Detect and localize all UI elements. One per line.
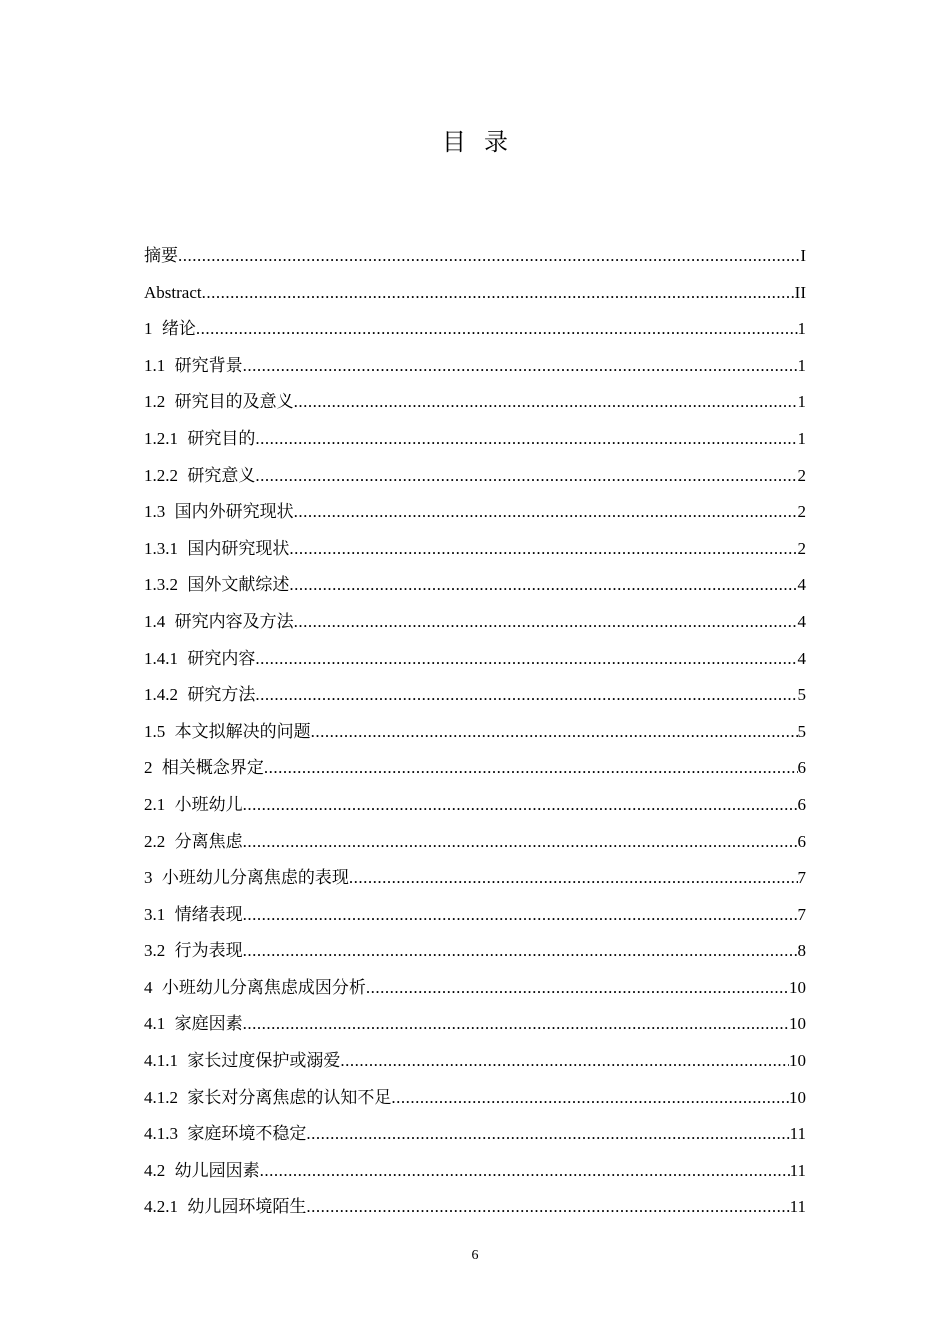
toc-dot-leader: [289, 531, 797, 568]
toc-entry-page: 10: [789, 1051, 806, 1071]
toc-dot-leader: [349, 860, 798, 897]
toc-entry-number: 4.1.2: [144, 1087, 178, 1107]
toc-entry-label: [144, 531, 289, 568]
toc-entry[interactable]: [144, 641, 806, 678]
toc-entry-label: [144, 604, 294, 641]
toc-entry-number: 2.2: [144, 831, 166, 851]
toc-entry-label: [144, 677, 255, 714]
toc-entry-label: [144, 970, 366, 1007]
toc-dot-leader: [306, 1116, 789, 1153]
toc-dot-leader: [178, 238, 800, 275]
toc-entry[interactable]: [144, 1043, 806, 1080]
toc-entry-title: 研究方法: [187, 685, 256, 705]
toc-dot-leader: [255, 421, 797, 458]
toc-entry-title: 小班幼儿: [174, 794, 243, 814]
toc-entry-title: 家长对分离焦虑的认知不足: [187, 1087, 392, 1107]
toc-entry[interactable]: [144, 275, 806, 312]
toc-entry-label: [144, 311, 196, 348]
toc-entry-number: 4.1: [144, 1014, 166, 1034]
toc-entry[interactable]: [144, 348, 806, 385]
toc-entry-label: [144, 567, 289, 604]
toc-entry-number: 1.2.2: [144, 465, 178, 485]
toc-entry[interactable]: [144, 897, 806, 934]
toc-entry-number: 1.2: [144, 392, 166, 412]
toc-entry-number: 2: [144, 758, 153, 778]
toc-entry-label: [144, 348, 243, 385]
toc-entry-label: [144, 641, 255, 678]
toc-dot-leader: [289, 567, 797, 604]
toc-entry-number: 1.1: [144, 355, 166, 375]
toc-entry-page: II: [794, 282, 806, 302]
toc-dot-leader: [311, 714, 798, 751]
toc-entry-title: 幼儿园环境陌生: [187, 1197, 307, 1217]
toc-entry-label: [144, 787, 243, 824]
toc-entry-title: 国内研究现状: [187, 538, 290, 558]
toc-entry-page: 2: [797, 465, 806, 485]
toc-dot-leader: [243, 348, 798, 385]
toc-dot-leader: [306, 1189, 789, 1226]
toc-entry[interactable]: [144, 1189, 806, 1226]
toc-entry-label: [144, 750, 264, 787]
toc-entry[interactable]: [144, 1116, 806, 1153]
toc-entry-title: 相关概念界定: [161, 758, 264, 778]
toc-entry-number: 4: [144, 977, 153, 997]
toc-entry-title: 绪论: [161, 319, 196, 339]
toc-entry-title: 研究目的: [187, 428, 256, 448]
toc-entry-label: [144, 458, 255, 495]
toc-entry-page: 1: [797, 319, 806, 339]
toc-entry-number: 1.4: [144, 611, 166, 631]
toc-entry-title: 家庭因素: [174, 1014, 243, 1034]
toc-entry-page: 1: [797, 355, 806, 375]
toc-entry-label: [144, 1080, 391, 1117]
page-number: 6: [471, 1248, 479, 1263]
toc-entry-title: 小班幼儿分离焦虑的表现: [161, 868, 349, 888]
toc-entry-label: [144, 494, 294, 531]
toc-entry-number: 2.1: [144, 794, 166, 814]
toc-entry-title: 研究内容及方法: [174, 611, 294, 631]
toc-entry-title: 研究目的及意义: [174, 392, 294, 412]
toc-entry-page: 7: [797, 868, 806, 888]
toc-entry-title: 摘要: [144, 246, 178, 265]
toc-dot-leader: [255, 677, 797, 714]
toc-entry-title: Abstract: [144, 282, 202, 302]
toc-entry[interactable]: [144, 421, 806, 458]
toc-entry-page: 11: [789, 1197, 806, 1217]
toc-entry-number: 3.1: [144, 904, 166, 924]
toc-entry-label: [144, 238, 178, 275]
toc-entry[interactable]: [144, 860, 806, 897]
toc-entry-page: 8: [797, 941, 806, 961]
toc-dot-leader: [294, 384, 798, 421]
toc-dot-leader: [264, 750, 798, 787]
toc-entry[interactable]: [144, 787, 806, 824]
toc-entry[interactable]: [144, 311, 806, 348]
toc-entry-title: 分离焦虑: [174, 831, 243, 851]
toc-entry-title: 本文拟解决的问题: [174, 721, 311, 741]
page-title: 目录: [442, 128, 526, 156]
table-of-contents: [144, 238, 806, 1226]
toc-entry-number: 3.2: [144, 941, 166, 961]
toc-entry[interactable]: [144, 970, 806, 1007]
toc-entry-page: 4: [797, 648, 806, 668]
toc-entry-page: 4: [797, 611, 806, 631]
toc-dot-leader: [243, 1006, 789, 1043]
toc-dot-leader: [243, 787, 798, 824]
toc-entry-page: 10: [789, 1014, 806, 1034]
toc-dot-leader: [294, 494, 798, 531]
toc-entry[interactable]: [144, 494, 806, 531]
toc-entry-title: 研究内容: [187, 648, 256, 668]
toc-entry[interactable]: [144, 604, 806, 641]
toc-entry-number: 1.4.2: [144, 685, 178, 705]
toc-entry-label: [144, 860, 349, 897]
toc-entry-page: 1: [797, 428, 806, 448]
toc-entry[interactable]: [144, 1006, 806, 1043]
toc-entry[interactable]: [144, 824, 806, 861]
toc-entry-label: [144, 1116, 306, 1153]
toc-dot-leader: [391, 1080, 789, 1117]
toc-entry-page: 4: [797, 575, 806, 595]
toc-entry-title: 幼儿园因素: [174, 1160, 260, 1180]
toc-entry-page: I: [800, 246, 806, 265]
toc-entry-title: 行为表现: [174, 941, 243, 961]
toc-dot-leader: [366, 970, 789, 1007]
toc-entry-number: 1.3.2: [144, 575, 178, 595]
toc-entry-label: [144, 933, 243, 970]
toc-entry-label: [144, 275, 202, 312]
toc-entry-page: 2: [797, 502, 806, 522]
toc-entry-number: 1.3.1: [144, 538, 178, 558]
toc-entry-page: 11: [789, 1160, 806, 1180]
toc-entry-page: 6: [797, 758, 806, 778]
toc-entry-label: [144, 714, 311, 751]
toc-entry[interactable]: [144, 238, 806, 275]
toc-entry-label: [144, 1189, 306, 1226]
toc-entry[interactable]: [144, 714, 806, 751]
toc-entry-label: [144, 384, 294, 421]
toc-entry-label: [144, 421, 255, 458]
toc-entry[interactable]: [144, 1153, 806, 1190]
toc-entry-title: 国外文献综述: [187, 575, 290, 595]
toc-entry[interactable]: [144, 750, 806, 787]
toc-entry[interactable]: [144, 1080, 806, 1117]
toc-entry-label: [144, 1043, 340, 1080]
toc-entry-number: 1.5: [144, 721, 166, 741]
toc-entry-page: 6: [797, 831, 806, 851]
toc-dot-leader: [255, 458, 797, 495]
toc-entry-number: 1: [144, 319, 153, 339]
toc-entry[interactable]: [144, 567, 806, 604]
toc-entry-number: 3: [144, 868, 153, 888]
toc-entry-label: [144, 1006, 243, 1043]
toc-entry-page: 10: [789, 977, 806, 997]
toc-entry-title: 国内外研究现状: [174, 502, 294, 522]
toc-entry-number: 1.4.1: [144, 648, 178, 668]
toc-entry-title: 研究意义: [187, 465, 256, 485]
toc-entry-title: 家长过度保护或溺爱: [187, 1051, 341, 1071]
toc-entry-page: 7: [797, 904, 806, 924]
toc-dot-leader: [196, 311, 798, 348]
toc-entry-page: 1: [797, 392, 806, 412]
toc-entry-number: 4.1.1: [144, 1051, 178, 1071]
toc-dot-leader: [243, 824, 798, 861]
toc-entry-page: 10: [789, 1087, 806, 1107]
toc-dot-leader: [243, 897, 798, 934]
toc-entry[interactable]: [144, 677, 806, 714]
toc-entry-number: 4.2: [144, 1160, 166, 1180]
toc-dot-leader: [260, 1153, 790, 1190]
toc-entry-number: 1.3: [144, 502, 166, 522]
toc-entry-page: 2: [797, 538, 806, 558]
toc-entry-page: 5: [797, 721, 806, 741]
toc-entry-number: 4.2.1: [144, 1197, 178, 1217]
toc-entry-title: 情绪表现: [174, 904, 243, 924]
toc-entry-title: 小班幼儿分离焦虑成因分析: [161, 977, 366, 997]
toc-entry-title: 家庭环境不稳定: [187, 1124, 307, 1144]
toc-entry-page: 11: [789, 1124, 806, 1144]
toc-dot-leader: [202, 275, 795, 312]
toc-entry-number: 4.1.3: [144, 1124, 178, 1144]
toc-entry[interactable]: [144, 531, 806, 568]
toc-entry-number: 1.2.1: [144, 428, 178, 448]
toc-dot-leader: [294, 604, 798, 641]
toc-entry-label: [144, 1153, 260, 1190]
toc-dot-leader: [255, 641, 797, 678]
toc-entry[interactable]: [144, 458, 806, 495]
toc-entry-page: 6: [797, 794, 806, 814]
toc-entry[interactable]: [144, 384, 806, 421]
toc-entry-title: 研究背景: [174, 355, 243, 375]
toc-entry-label: [144, 824, 243, 861]
toc-dot-leader: [243, 933, 798, 970]
toc-entry-page: 5: [797, 685, 806, 705]
toc-entry[interactable]: [144, 933, 806, 970]
toc-entry-label: [144, 897, 243, 934]
toc-dot-leader: [340, 1043, 789, 1080]
